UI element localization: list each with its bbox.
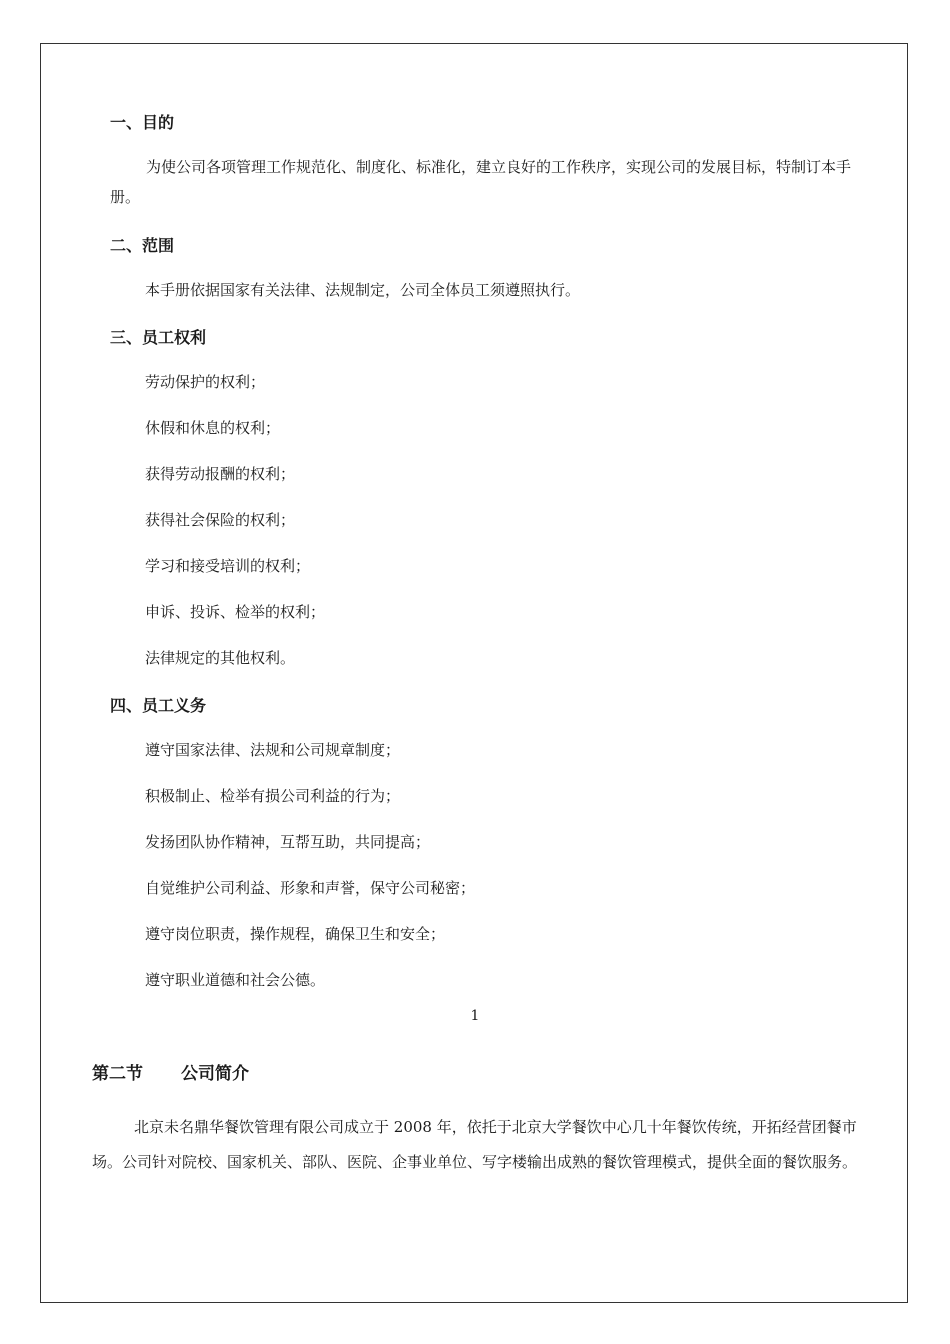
rights-item: 法律规定的其他权利。 (145, 649, 296, 667)
page-number: 1 (470, 1008, 480, 1024)
rights-item: 劳动保护的权利； (145, 373, 266, 391)
duties-item: 遵守岗位职责，操作规程，确保卫生和安全； (145, 925, 446, 943)
duties-item: 遵守职业道德和社会公德。 (145, 971, 326, 989)
duties-item: 遵守国家法律、法规和公司规章制度； (145, 741, 401, 759)
heading-scope: 二、范围 (110, 236, 175, 255)
heading-employee-rights: 三、员工权利 (110, 328, 207, 347)
rights-item: 申诉、投诉、检举的权利； (145, 603, 326, 621)
rights-item: 获得劳动报酬的权利； (145, 465, 296, 483)
duties-item: 发扬团队协作精神，互帮互助，共同提高； (145, 833, 431, 851)
section-number: 第二节 (92, 1064, 143, 1084)
scope-paragraph: 本手册依据国家有关法律、法规制定，公司全体员工须遵照执行。 (145, 281, 581, 299)
section-title (92, 1063, 249, 1085)
duties-item: 自觉维护公司利益、形象和声誉，保守公司秘密； (145, 879, 476, 897)
duties-item: 积极制止、检举有损公司利益的行为； (145, 787, 401, 805)
rights-item: 休假和休息的权利； (145, 419, 281, 437)
section-name: 公司简介 (181, 1064, 249, 1084)
heading-employee-duties: 四、员工义务 (110, 696, 207, 715)
rights-item: 获得社会保险的权利； (145, 511, 296, 529)
rights-item: 学习和接受培训的权利； (145, 557, 311, 575)
company-intro-paragraph: 北京未名鼎华餐饮管理有限公司成立于 2008 年，依托于北京大学餐饮中心几十年餐饮传统，开拓经营团餐市场。公司针对院校、国家机关、部队、医院、企事业单位、写字楼输出成熟的餐饮管理模式，提供全面的餐饮服务。 (92, 1118, 858, 1171)
heading-purpose: 一、目的 (110, 113, 175, 132)
purpose-paragraph: 为使公司各项管理工作规范化、制度化、标准化，建立良好的工作秩序，实现公司的发展目标，特制订本手册。 (110, 158, 852, 206)
